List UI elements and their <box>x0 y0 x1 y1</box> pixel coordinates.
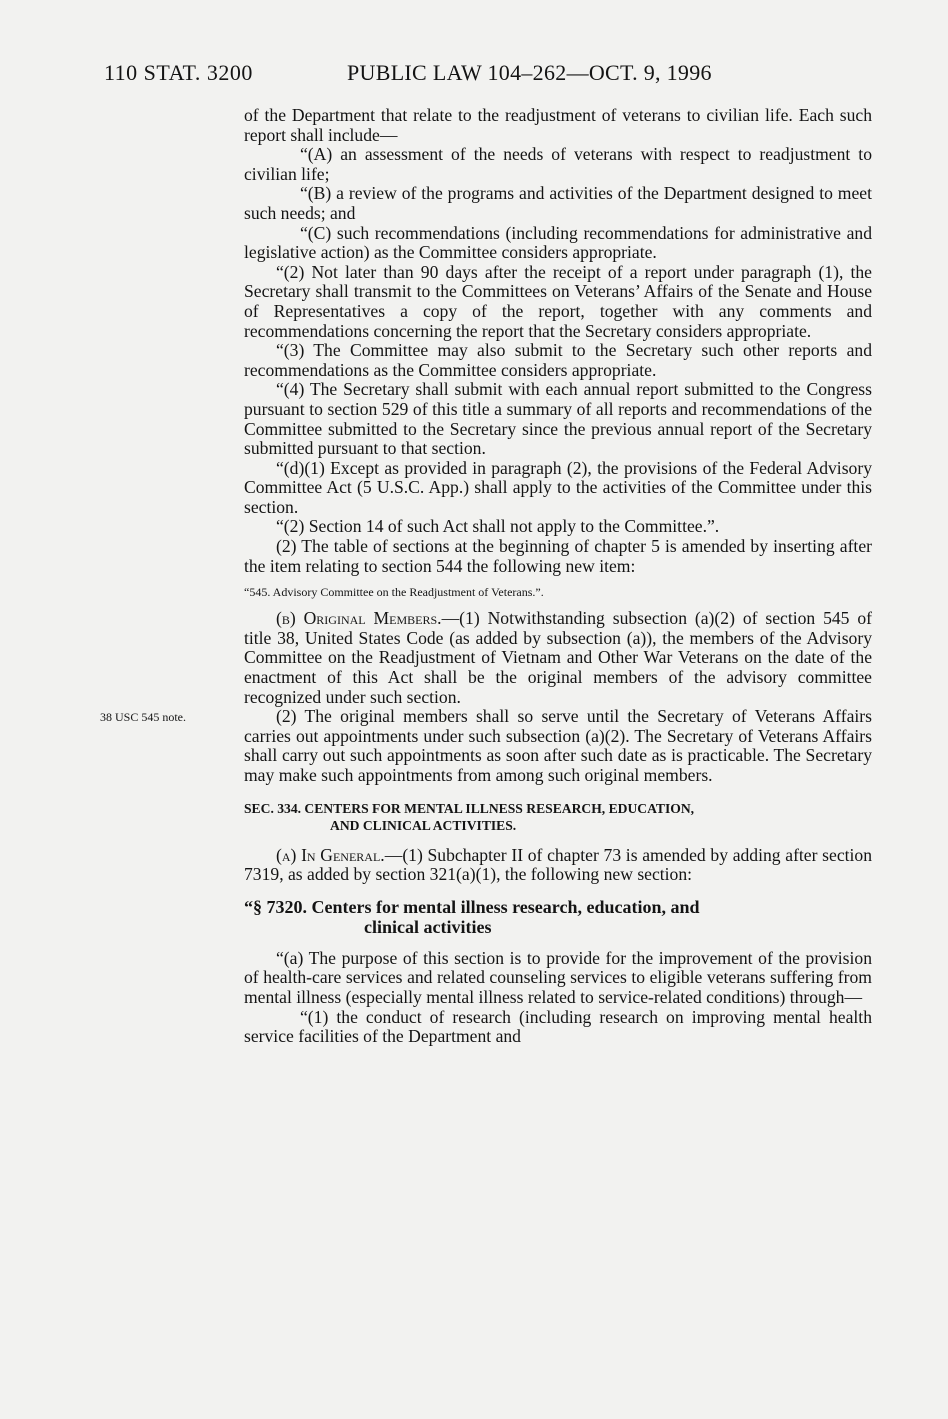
paragraph: (2) The original members shall so serve until the Secretary of Veterans Affairs carries out appointments under such subsection (a)(2). The Secretary of Veterans Affairs shall carry out such appointments as soon after such date as is practicable. The Secretary may make such appointments from among such original members. <box>244 706 872 785</box>
body-text <box>244 106 872 1047</box>
paragraph: (2) The table of sections at the beginning of chapter 5 is amended by inserting after the item relating to section 544 the following new item: <box>244 536 872 576</box>
paragraph: “(C) such recommendations (including recommendations for administrative and legislative action) as the Committee considers appropriate. <box>244 222 872 263</box>
paragraph-text: —(1) Notwithstanding subsection (a)(2) of section 545 of title 38, United States Code (as added by subsection (a)), the members of the Advisory Committee on the Readjustment of Vietnam and Other War Veterans on the date of the enactment of this Act shall be the original members of the advisory committee recognized under such section. <box>244 608 872 707</box>
subsection-heading: (a) In General. <box>276 844 385 865</box>
paragraph: “(4) The Secretary shall submit with each annual report submitted to the Congress pursuant to section 529 of this title a summary of all reports and recommendations of the Committee submitted to the Secretary since the previous annual report of the Secretary submitted pursuant to that section. <box>244 379 872 459</box>
paragraph: “(d)(1) Except as provided in paragraph (2), the provisions of the Federal Advisory Committee Act (5 U.S.C. App.) shall apply to the activities of the Committee under this section. <box>244 457 872 517</box>
paragraph: “(2) Not later than 90 days after the receipt of a report under paragraph (1), the Secretary shall transmit to the Committees on Veterans’ Affairs of the Senate and House of Representatives a copy of the report, together with any comments and recommendations concerning the report that the Secretary considers appropriate. <box>244 261 872 341</box>
paragraph: “(1) the conduct of research (including research on improving mental health service facilities of the Department and <box>244 1006 872 1047</box>
public-law-citation: PUBLIC LAW 104–262—OCT. 9, 1996 <box>347 60 712 85</box>
section-title-line: clinical activities <box>364 916 492 937</box>
statute-page-number: 110 STAT. 3200 <box>104 60 253 85</box>
paragraph <box>244 846 872 885</box>
margin-note: 38 USC 545 note. <box>100 710 187 724</box>
paragraph: “(a) The purpose of this section is to provide for the improvement of the provision of health-care services and related counseling services to eligible veterans suffering from mental illness (especially mental illness related to service-related conditions) through— <box>244 947 872 1007</box>
subsection-heading: (b) Original Members. <box>276 608 442 629</box>
page-header <box>0 60 948 90</box>
table-of-sections-item: “545. Advisory Committee on the Readjustment of Veterans.”. <box>244 585 544 600</box>
codified-section-title <box>244 897 872 937</box>
section-heading <box>244 800 872 834</box>
paragraph: of the Department that relate to the readjustment of veterans to civilian life. Each such report shall include— <box>244 105 872 145</box>
paragraph: “(2) Section 14 of such Act shall not apply to the Committee.”. <box>276 516 720 537</box>
paragraph <box>244 609 872 707</box>
paragraph: “(A) an assessment of the needs of veterans with respect to readjustment to civilian life; <box>244 144 872 184</box>
paragraph: “(3) The Committee may also submit to the Secretary such other reports and recommendations as the Committee considers appropriate. <box>244 340 872 380</box>
section-heading-line: AND CLINICAL ACTIVITIES. <box>330 817 517 833</box>
paragraph: “(B) a review of the programs and activities of the Department designed to meet such needs; and <box>244 183 872 223</box>
section-title-line: “§ 7320. Centers for mental illness research, education, and <box>244 896 700 917</box>
section-heading-line: SEC. 334. CENTERS FOR MENTAL ILLNESS RESEARCH, EDUCATION, <box>244 800 695 816</box>
paragraph-text: —(1) Subchapter II of chapter 73 is amended by adding after section 7319, as added by section 321(a)(1), the following new section: <box>244 844 872 885</box>
